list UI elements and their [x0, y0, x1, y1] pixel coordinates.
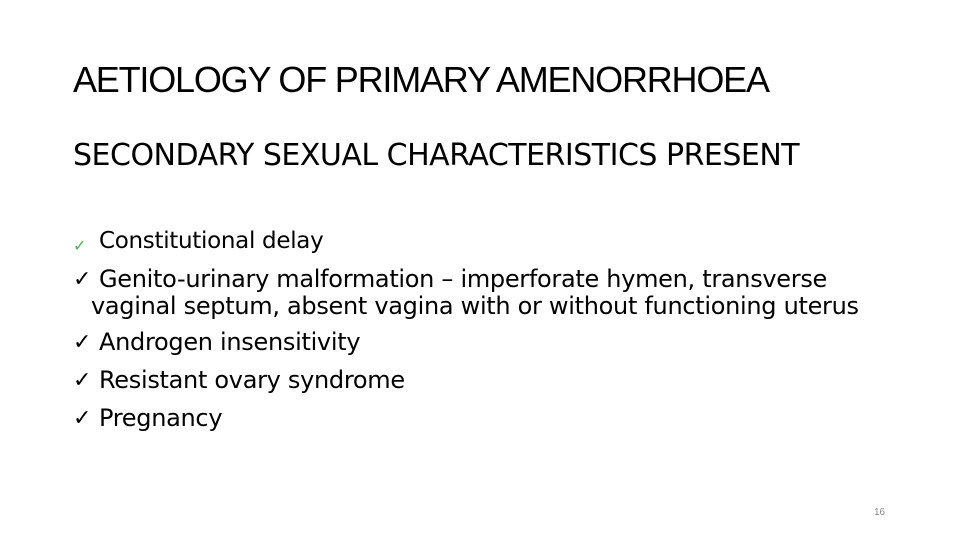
checkmark-icon: ✓	[73, 236, 87, 255]
checkmark-icon: ✓	[73, 368, 92, 393]
list-item-text: Constitutional delay	[99, 228, 324, 254]
list-item-text: Resistant ovary syndrome	[99, 366, 405, 394]
checkmark-icon: ✓	[73, 267, 92, 292]
list-item	[73, 329, 903, 356]
list-item	[73, 367, 903, 394]
page-number: 16	[874, 507, 886, 518]
list-item	[73, 266, 903, 320]
list-item	[73, 228, 903, 255]
checkmark-icon: ✓	[73, 406, 92, 431]
section-heading: SECONDARY SEXUAL CHARACTERISTICS PRESENT	[73, 138, 800, 173]
list-item-text: Genito-urinary malformation – imperforate hymen, transverse vaginal septum, absent vagina with or without functioning uterus	[91, 265, 859, 320]
list-item	[73, 405, 903, 432]
slide-title: AETIOLOGY OF PRIMARY AMENORRHOEA	[73, 59, 769, 100]
list-item-text: Androgen insensitivity	[99, 328, 361, 356]
bullet-list	[73, 228, 903, 443]
list-item-text: Pregnancy	[99, 404, 223, 432]
checkmark-icon: ✓	[73, 330, 92, 355]
